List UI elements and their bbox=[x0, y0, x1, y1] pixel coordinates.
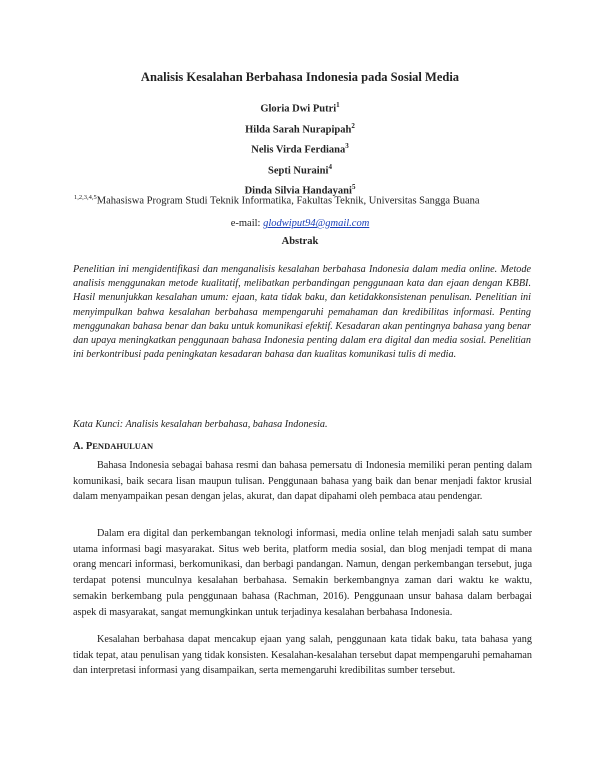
author: Hilda Sarah Nurapipah$^2$ bbox=[245, 121, 355, 135]
section-heading: A. PENDAHULUAN bbox=[73, 441, 154, 452]
author: Dinda Silvia Handayani$^5$ bbox=[244, 183, 356, 197]
author: Gloria Dwi Putri$^1$ bbox=[260, 101, 340, 115]
author-list bbox=[0, 97, 600, 200]
author: Septi Nuraini$^4$ bbox=[268, 162, 332, 176]
paper-title: Analisis Kesalahan Berbahasa Indonesia pada Sosial Media bbox=[140, 70, 460, 84]
author: Nelis Virda Ferdiana$^3$ bbox=[251, 142, 349, 156]
email-line bbox=[0, 218, 600, 229]
email-link[interactable]: glodwiput94@gmail.com bbox=[263, 218, 370, 229]
affiliation: $^{1,2,3,4,5}$Mahasiswa Program Studi Teknik Informatika, Fakultas Teknik, Universitas Sangga Buana bbox=[74, 194, 480, 207]
body-paragraph: Bahasa Indonesia sebagai bahasa resmi dan bahasa pemersatu di Indonesia memiliki peran penting dalam komunikasi, baik secara lisan maupun tulisan. Penggunaan bahasa yang baik dan benar menjadi faktor krusial dalam menyampaikan pesan dengan jelas, akurat, dan dapat dipahami oleh pembaca atau pendengar. bbox=[73, 460, 532, 503]
email-label: e-mail: bbox=[230, 218, 261, 229]
keywords: Kata Kunci: Analisis kesalahan berbahasa, bahasa Indonesia. bbox=[73, 419, 328, 430]
abstract-heading: Abstrak bbox=[281, 236, 319, 247]
body-paragraph: Dalam era digital dan perkembangan teknologi informasi, media online telah menjadi salah satu sumber utama informasi bagi masyarakat. Situs web berita, platform media sosial, dan blog menjadi tempat di mana orang mencari informasi, berkomunikasi, dan berbagi pandangan. Namun, dengan perkembangan tersebut, juga terdapat potensi munculnya kesalahan berbahasa. Semakin berkembangnya zaman dari waktu ke waktu, semakin berkembang pula penggunaan bahasa (Rachman, 2016). Penggunaan unsur bahasa dalam berbagai aspek di masyarakat, sangat memungkinkan untuk terjadinya kesalahan berbahasa Indonesia. bbox=[73, 528, 532, 618]
abstract-body: Penelitian ini mengidentifikasi dan menganalisis kesalahan berbahasa Indonesia dalam media online. Metode analisis menggunakan metode kualitatif, melibatkan perbandingan penggunaan kata dan ejaan dengan KBBI. Hasil menunjukkan kesalahan umum: ejaan, kata tidak baku, dan ketidakkonsistenan penulisan. Penelitian ini menyimpulkan bahwa kesalahan berbahasa mempengaruhi pemahaman dan kredibilitas informasi. Penting menggunakan bahasa benar dan baku untuk komunikasi efektif. Kesadaran akan pentingnya bahasa yang benar dan upaya meningkatkan penggunaan bahasa Indonesia penting dalam era digital dan media sosial. Penelitian ini berkontribusi pada peningkatan kesadaran bahasa dan kualitas komunikasi tulis di media. bbox=[73, 264, 531, 361]
body-paragraph: Kesalahan berbahasa dapat mencakup ejaan yang salah, penggunaan kata tidak baku, tata bahasa yang tidak tepat, atau penulisan yang tidak konsisten. Kesalahan-kesalahan tersebut dapat mempengaruhi pemahaman dan interpretasi informasi yang disampaikan, serta memengaruhi kredibilitas sumber tersebut. bbox=[73, 634, 532, 677]
